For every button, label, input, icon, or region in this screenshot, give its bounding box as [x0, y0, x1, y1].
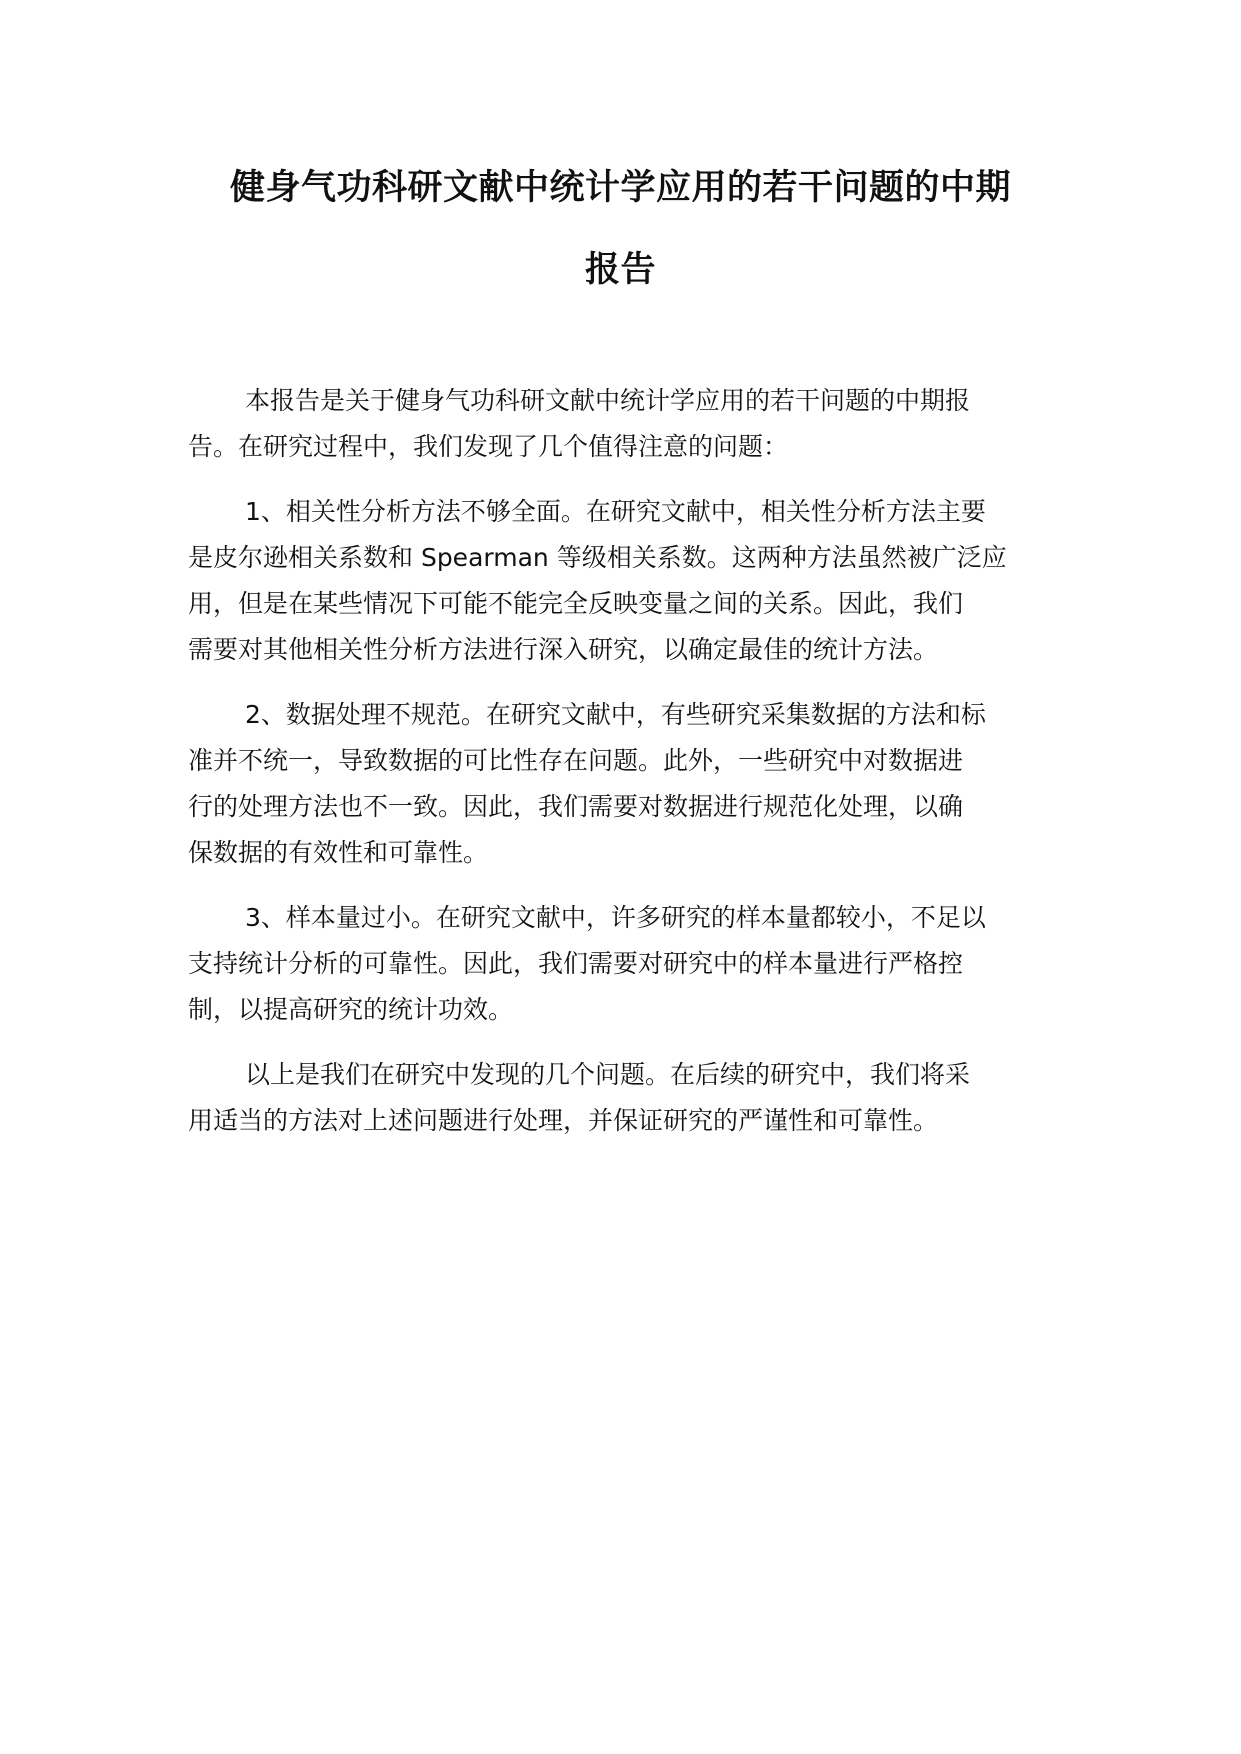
paragraph-line: 是皮尔逊相关系数和 Spearman 等级相关系数。这两种方法虽然被广泛应 — [188, 543, 1007, 572]
paragraph-line: 需要对其他相关性分析方法进行深入研究，以确定最佳的统计方法。 — [188, 635, 939, 664]
paragraph-line: 支持统计分析的可靠性。因此，我们需要对研究中的样本量进行严格控 — [188, 949, 964, 978]
paragraph-line: 用适当的方法对上述问题进行处理，并保证研究的严谨性和可靠性。 — [188, 1106, 939, 1135]
paragraph-line: 本报告是关于健身气功科研文献中统计学应用的若干问题的中期报 — [245, 386, 971, 415]
title-line-1: 健身气功科研文献中统计学应用的若干问题的中期 — [229, 168, 1011, 208]
paragraph-line: 3、样本量过小。在研究文献中，许多研究的样本量都较小，不足以 — [245, 903, 986, 932]
paragraph-intro — [188, 378, 1054, 470]
title-line-2: 报告 — [584, 250, 656, 290]
paragraph-issue-1 — [188, 489, 1054, 673]
paragraph-issue-3 — [188, 895, 1054, 1033]
paragraph-line: 1、相关性分析方法不够全面。在研究文献中，相关性分析方法主要 — [245, 497, 986, 526]
paragraph-line: 保数据的有效性和可靠性。 — [188, 838, 489, 867]
paragraph-line: 2、数据处理不规范。在研究文献中，有些研究采集数据的方法和标 — [245, 700, 986, 729]
paragraph-line: 用，但是在某些情况下可能不能完全反映变量之间的关系。因此，我们 — [188, 589, 964, 618]
paragraph-line: 告。在研究过程中，我们发现了几个值得注意的问题： — [188, 432, 789, 461]
paragraph-line: 制，以提高研究的统计功效。 — [188, 995, 514, 1024]
paragraph-line: 准并不统一，导致数据的可比性存在问题。此外，一些研究中对数据进 — [188, 746, 964, 775]
document-body — [188, 378, 1054, 1163]
paragraph-line: 行的处理方法也不一致。因此，我们需要对数据进行规范化处理，以确 — [188, 792, 964, 821]
paragraph-conclusion — [188, 1052, 1054, 1144]
paragraph-line: 以上是我们在研究中发现的几个问题。在后续的研究中，我们将采 — [245, 1060, 971, 1089]
paragraph-issue-2 — [188, 692, 1054, 876]
document-title — [180, 168, 1061, 290]
